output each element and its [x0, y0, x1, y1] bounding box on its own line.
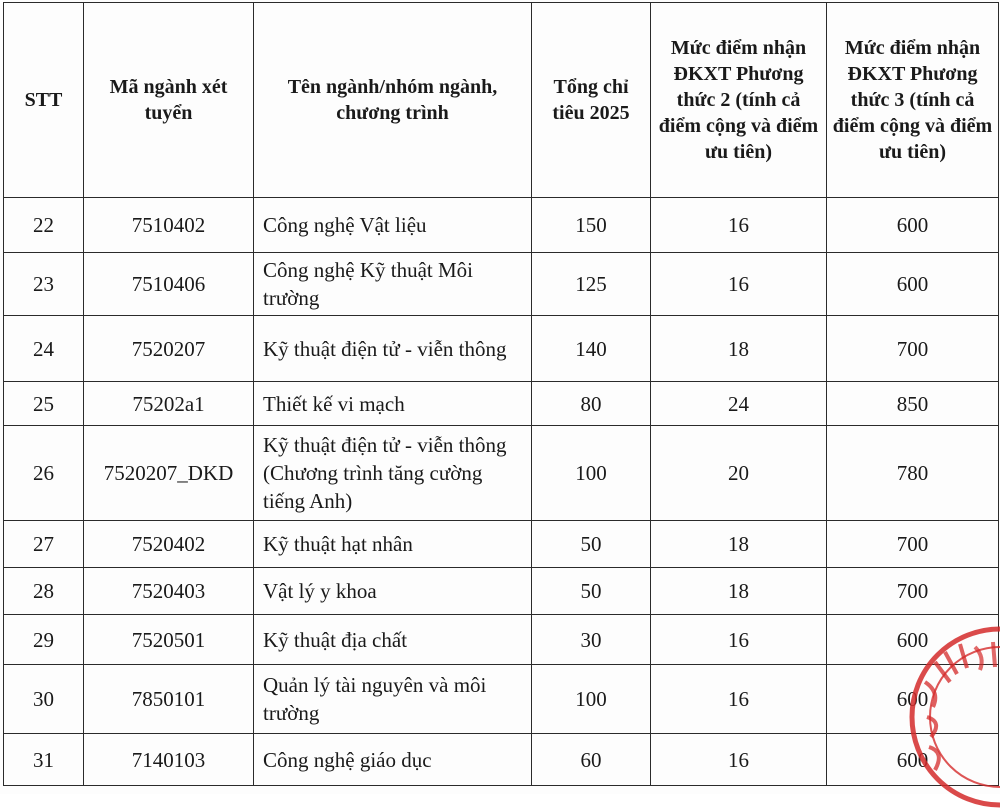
cell-total-quota: 100: [532, 426, 651, 521]
cell-method-3-score: 600: [827, 253, 999, 316]
table-row: [4, 426, 999, 521]
cell-method-3-score: 780: [827, 426, 999, 521]
cell-stt: 28: [4, 568, 84, 615]
cell-stt: 27: [4, 521, 84, 568]
table-row: [4, 316, 999, 382]
table-header-row: [4, 3, 999, 198]
cell-total-quota: 60: [532, 734, 651, 786]
cell-method-3-score: 700: [827, 316, 999, 382]
cell-major-name: Công nghệ Kỹ thuật Môi trường: [254, 253, 532, 316]
cell-total-quota: 50: [532, 521, 651, 568]
header-method-2-score: Mức điểm nhận ĐKXT Phương thức 2 (tính cả điểm cộng và điểm ưu tiên): [651, 3, 827, 198]
cell-major-name: Thiết kế vi mạch: [254, 382, 532, 426]
header-major-code: Mã ngành xét tuyển: [84, 3, 254, 198]
cell-total-quota: 50: [532, 568, 651, 615]
header-major-name: Tên ngành/nhóm ngành, chương trình: [254, 3, 532, 198]
cell-stt: 29: [4, 615, 84, 665]
cell-major-code: 7520501: [84, 615, 254, 665]
cell-total-quota: 100: [532, 665, 651, 734]
cell-method-3-score: 700: [827, 521, 999, 568]
cell-method-2-score: 18: [651, 521, 827, 568]
cell-method-3-score: 600: [827, 734, 999, 786]
cell-stt: 23: [4, 253, 84, 316]
cell-major-name: Kỹ thuật địa chất: [254, 615, 532, 665]
cell-total-quota: 30: [532, 615, 651, 665]
admissions-table: [3, 2, 999, 786]
cell-major-code: 7140103: [84, 734, 254, 786]
cell-total-quota: 150: [532, 198, 651, 253]
cell-method-2-score: 16: [651, 198, 827, 253]
cell-stt: 24: [4, 316, 84, 382]
cell-total-quota: 125: [532, 253, 651, 316]
cell-method-3-score: 600: [827, 665, 999, 734]
cell-major-name: Công nghệ Vật liệu: [254, 198, 532, 253]
cell-major-name: Công nghệ giáo dục: [254, 734, 532, 786]
table-row: [4, 568, 999, 615]
table-row: [4, 521, 999, 568]
cell-stt: 30: [4, 665, 84, 734]
table-row: [4, 198, 999, 253]
cell-major-name: Vật lý y khoa: [254, 568, 532, 615]
cell-method-2-score: 18: [651, 316, 827, 382]
cell-method-3-score: 850: [827, 382, 999, 426]
cell-major-code: 7850101: [84, 665, 254, 734]
table-row: [4, 253, 999, 316]
cell-major-code: 7520402: [84, 521, 254, 568]
cell-stt: 31: [4, 734, 84, 786]
table-row: [4, 382, 999, 426]
table-row: [4, 615, 999, 665]
table-row: [4, 665, 999, 734]
cell-major-code: 7510402: [84, 198, 254, 253]
cell-method-2-score: 24: [651, 382, 827, 426]
cell-method-2-score: 16: [651, 253, 827, 316]
cell-method-2-score: 16: [651, 665, 827, 734]
cell-major-code: 7520207: [84, 316, 254, 382]
cell-major-name: Kỹ thuật hạt nhân: [254, 521, 532, 568]
cell-total-quota: 140: [532, 316, 651, 382]
header-stt: STT: [4, 3, 84, 198]
cell-stt: 25: [4, 382, 84, 426]
cell-major-name: Quản lý tài nguyên và môi trường: [254, 665, 532, 734]
cell-method-2-score: 20: [651, 426, 827, 521]
cell-total-quota: 80: [532, 382, 651, 426]
table-row: [4, 734, 999, 786]
cell-stt: 22: [4, 198, 84, 253]
cell-method-3-score: 700: [827, 568, 999, 615]
cell-method-3-score: 600: [827, 615, 999, 665]
header-total-quota: Tổng chỉ tiêu 2025: [532, 3, 651, 198]
cell-major-code: 7510406: [84, 253, 254, 316]
cell-major-name: Kỹ thuật điện tử - viễn thông: [254, 316, 532, 382]
cell-method-2-score: 18: [651, 568, 827, 615]
cell-major-name: Kỹ thuật điện tử - viễn thông (Chương trình tăng cường tiếng Anh): [254, 426, 532, 521]
cell-method-2-score: 16: [651, 615, 827, 665]
cell-method-2-score: 16: [651, 734, 827, 786]
cell-major-code: 75202a1: [84, 382, 254, 426]
cell-stt: 26: [4, 426, 84, 521]
cell-major-code: 7520207_DKD: [84, 426, 254, 521]
cell-major-code: 7520403: [84, 568, 254, 615]
header-method-3-score: Mức điểm nhận ĐKXT Phương thức 3 (tính cả điểm cộng và điểm ưu tiên): [827, 3, 999, 198]
cell-method-3-score: 600: [827, 198, 999, 253]
